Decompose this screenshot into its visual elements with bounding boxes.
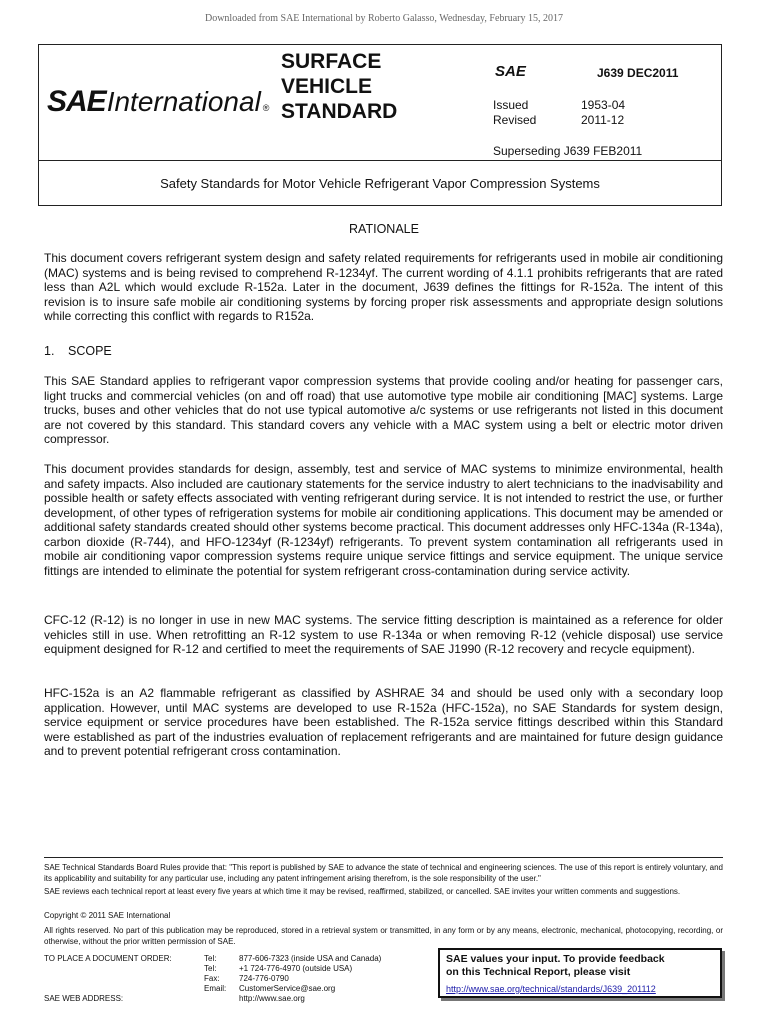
rationale-heading: RATIONALE: [349, 222, 419, 236]
scope-title: SCOPE: [68, 344, 112, 358]
sae-small-logo: SAE: [495, 63, 526, 80]
footer-copyright: Copyright © 2011 SAE International: [44, 911, 171, 920]
rationale-paragraph: This document covers refrigerant system design and safety related requirements for refrigerants used in mobile air conditioning (MAC) systems and is being revised to comprehend R-1234yf. The current wording of 4.1.1 prohibits refrigerants that are rated less than A2L which would exclude R-152a. Later in the document, J639 defines the fittings for R-152a. The intent of this revision is to insure safe mobile air conditioning systems by forcing proper risk assessments and appropriate design solutions while correcting this conflict with regards to R152a.: [44, 251, 723, 323]
scope-number: 1.: [44, 344, 55, 358]
tel-value[interactable]: +1 724-776-4970 (outside USA): [239, 964, 353, 973]
fax-value: 724-776-0790: [239, 974, 289, 983]
order-info: [44, 954, 381, 1004]
document-number: J639 DEC2011: [597, 66, 679, 80]
scope-paragraph: CFC-12 (R-12) is no longer in use in new MAC systems. The service fitting description is maintained as a reference for older vehicles still in use. When retrofitting an R-12 system to use R-134a or when removing R-12 (vehicle disposal) use service equipment designed for R-12 and certified to meet the requirements of SAE J1990 (R-12 recovery and recycle equipment).: [44, 613, 723, 656]
tel-label: Tel:: [204, 954, 217, 963]
standard-type: [281, 49, 397, 124]
tel-label: Tel:: [204, 964, 217, 973]
revised-value: 2011-12: [581, 113, 625, 127]
logo-international-text: International: [106, 86, 261, 117]
standard-type-line: VEHICLE: [281, 75, 373, 98]
footer-review-note: SAE reviews each technical report at least every five years at which time it may be revised, reaffirmed, stabilized, or cancelled. SAE invites your written comments and suggestions.: [44, 887, 681, 896]
scope-paragraph: This SAE Standard applies to refrigerant vapor compression systems that provide cooling and/or heating for passenger cars, light trucks and commercial vehicles (on and off road) that use automotive type mobile air conditioning [MAC] systems. Large trucks, buses and other vehicles that do not use typical automotive a/c systems or use refrigerants not listed in this document are not covered by this standard. This standard covers any vehicle with a MAC system using a belt or electric motor driven compressor.: [44, 374, 723, 446]
issued-label: Issued: [493, 98, 529, 112]
tel-value[interactable]: 877-606-7323 (inside USA and Canada): [239, 954, 382, 963]
email-label: Email:: [204, 984, 227, 993]
issued-value: 1953-04: [581, 98, 626, 112]
standard-type-line: SURFACE: [281, 50, 382, 73]
logo-registered-mark: ®: [262, 103, 270, 113]
feedback-line: SAE values your input. To provide feedback: [446, 953, 665, 965]
document-title: Safety Standards for Motor Vehicle Refrigerant Vapor Compression Systems: [160, 176, 600, 191]
download-note: Downloaded from SAE International by Roberto Galasso, Wednesday, February 15, 2017: [204, 13, 563, 24]
issued-row: [493, 98, 625, 112]
superseding: Superseding J639 FEB2011: [493, 144, 643, 158]
feedback-link[interactable]: http://www.sae.org/technical/standards/J639_201112: [446, 984, 656, 994]
footer-board-rules: SAE Technical Standards Board Rules provide that: "This report is published by SAE to advance the state of technical and engineering sciences. The use of this report is entirely voluntary, and its applicability and suitability for any particular use, including any patent infringement arising therefrom, is the sole responsibility of the user.": [44, 863, 723, 883]
fax-label: Fax:: [204, 974, 220, 983]
logo-sae-text: SAE: [47, 85, 106, 118]
header-divider: [39, 160, 721, 161]
scope-paragraph: This document provides standards for design, assembly, test and service of MAC systems to minimize environmental, health and safety impacts. Also included are cautionary statements for the service industry to alert technicians to the inadvisability and possible health or safety effects associated with venting refrigerant during service. It is not intended to restrict the use, or further development, of other types of refrigeration systems for mobile air conditioning applications. This document may be amended or additional safety standards created should other systems become practical. This document addresses only HFC-134a (R-134a), carbon dioxide (R-744), and HFO-1234yf (R-1234yf) refrigerants. To prevent system contamination all refrigerants used in mobile air conditioning vapor compression systems require unique service fittings and service equipment. The unique service fittings are intended to eliminate the potential for system refrigerant cross-contamination during service activity.: [44, 462, 723, 578]
sae-international-logo: [47, 85, 269, 119]
feedback-box: [438, 948, 722, 998]
revised-label: Revised: [493, 113, 537, 127]
footer-divider: [44, 857, 723, 858]
email-value[interactable]: CustomerService@sae.org: [239, 984, 336, 993]
feedback-line: on this Technical Report, please visit: [446, 966, 631, 978]
scope-paragraph: HFC-152a is an A2 flammable refrigerant as classified by ASHRAE 34 and should be used only with a secondary loop application. However, until MAC systems are developed to use R-152a (HFC-152a), no SAE Standards for system design, service equipment or service procedures have been established. The R-152a service fittings described within this Standard were established as part of the industries evaluation of replacement refrigerants and are maintained for future design guidance and to prevent potential refrigerant cross contamination.: [44, 686, 723, 758]
web-label: SAE WEB ADDRESS:: [44, 994, 124, 1003]
footer-rights: All rights reserved. No part of this publication may be reproduced, stored in a retrieval system or transmitted, in any form or by any means, electronic, mechanical, photocopying, recording, or otherwise, without the prior written permission of SAE.: [44, 926, 723, 946]
document-header: [38, 44, 722, 206]
web-value[interactable]: http://www.sae.org: [239, 994, 305, 1003]
scope-heading: [44, 344, 112, 358]
order-label: TO PLACE A DOCUMENT ORDER:: [44, 954, 172, 963]
standard-type-line: STANDARD: [281, 100, 398, 123]
revised-row: [493, 113, 624, 127]
